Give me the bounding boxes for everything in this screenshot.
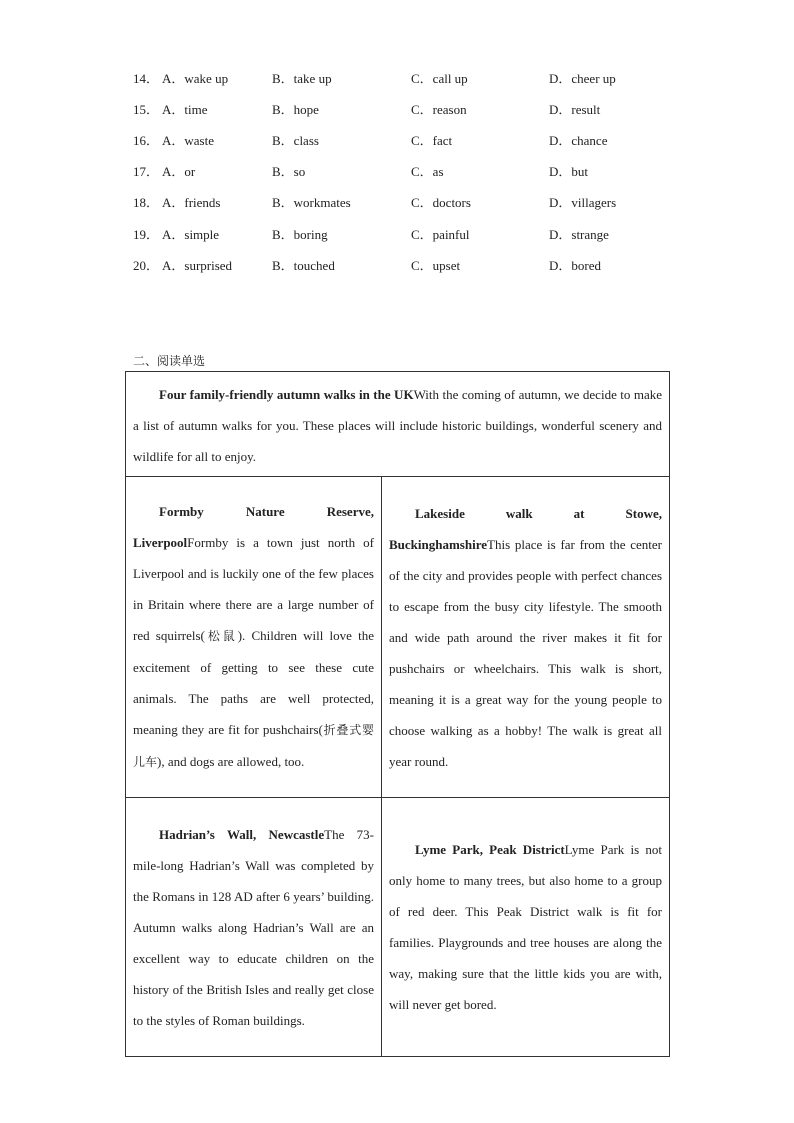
question-14 bbox=[133, 68, 653, 88]
question-18 bbox=[133, 192, 653, 212]
option-d: D．but bbox=[549, 164, 589, 179]
place-name: Hadrian’s Wall, Newcastle bbox=[159, 826, 325, 842]
section-heading: 二、阅读单选 bbox=[133, 354, 206, 368]
passage-title: Four family-friendly autumn walks in the UK bbox=[159, 387, 414, 402]
option-c: C．call up bbox=[411, 71, 468, 86]
option-d: D．strange bbox=[549, 227, 609, 242]
place-text: This place is far from the center of the city and provides people with perfect chances to escape from the busy city lifestyle. The smooth and wide path around the river makes it fit for pushchairs or wheelchairs. This walk is short, meaning it is a great way for the young people to choose walking as a hobby! The walk is great all year round. bbox=[389, 536, 663, 769]
option-b: B．hope bbox=[272, 102, 319, 117]
option-b: B．so bbox=[272, 164, 306, 179]
question-number: 18． bbox=[133, 195, 160, 210]
question-number: 17． bbox=[133, 164, 160, 179]
option-a: A．simple bbox=[162, 227, 220, 242]
option-c: C．reason bbox=[411, 102, 467, 117]
place-lyme-park bbox=[382, 798, 670, 1057]
option-a: A．waste bbox=[162, 133, 214, 148]
question-16 bbox=[133, 130, 653, 150]
question-17 bbox=[133, 161, 653, 181]
question-number: 16． bbox=[133, 133, 160, 148]
option-c: C．doctors bbox=[411, 195, 471, 210]
question-15 bbox=[133, 99, 653, 119]
option-a: A．or bbox=[162, 164, 196, 179]
reading-passage-table bbox=[125, 371, 670, 1057]
option-d: D．cheer up bbox=[549, 71, 616, 86]
option-d: D．bored bbox=[549, 258, 601, 273]
passage-intro-text: With the coming of autumn, we decide to make a list of autumn walks for you. These places will include historic buildings, wonderful scenery and wildlife for all to enjoy. bbox=[133, 387, 663, 464]
option-a: A．wake up bbox=[162, 71, 229, 86]
option-a: A．surprised bbox=[162, 258, 233, 273]
question-19 bbox=[133, 224, 653, 244]
question-20 bbox=[133, 255, 653, 275]
place-text: Lyme Park is not only home to many trees, but also home to a group of red deer. This Peak District walk is fit for families. Playgrounds and tree houses are along the way, making sure that the little kids you are with, will never get bored. bbox=[389, 842, 663, 1012]
place-formby bbox=[126, 477, 382, 798]
question-number: 14． bbox=[133, 71, 160, 86]
option-b: B．class bbox=[272, 133, 319, 148]
option-b: B．touched bbox=[272, 258, 335, 273]
option-d: D．villagers bbox=[549, 195, 617, 210]
place-text: ). Children will love the excitement of getting to see these cute animals. The paths are well protected, meaning they are fit for pushchairs( bbox=[133, 628, 374, 737]
option-b: B．workmates bbox=[272, 195, 351, 210]
place-text: ), and dogs are allowed, too. bbox=[157, 754, 305, 769]
option-d: D．result bbox=[549, 102, 601, 117]
option-a: A．time bbox=[162, 102, 208, 117]
option-c: C．fact bbox=[411, 133, 453, 148]
place-hadrians-wall bbox=[126, 798, 382, 1057]
place-text: Formby is a town just north of Liverpool and is luckily one of the few places in Britain where there are a large number of red squirrels( bbox=[133, 535, 374, 643]
question-number: 19． bbox=[133, 227, 160, 242]
option-c: C．upset bbox=[411, 258, 461, 273]
chinese-note: 松鼠 bbox=[204, 629, 238, 643]
option-b: B．boring bbox=[272, 227, 328, 242]
chinese-note: 折叠式婴儿车 bbox=[133, 723, 374, 769]
option-d: D．chance bbox=[549, 133, 608, 148]
passage-intro bbox=[126, 372, 670, 477]
place-name: Formby Nature Reserve, Liverpool bbox=[133, 504, 374, 550]
option-c: C．as bbox=[411, 164, 444, 179]
question-number: 15． bbox=[133, 102, 160, 117]
option-a: A．friends bbox=[162, 195, 221, 210]
place-name: Lyme Park, Peak District bbox=[415, 842, 565, 857]
place-text: The 73-mile-long Hadrian’s Wall was completed by the Romans in 128 AD after 6 years’ building. Autumn walks along Hadrian’s Wall are an excellent way to educate children on the history of the British Isles and really get close to the styles of Roman buildings. bbox=[133, 826, 374, 1028]
question-number: 20． bbox=[133, 258, 160, 273]
place-name: Lakeside walk at Stowe, Buckinghamshire bbox=[389, 505, 663, 552]
option-b: B．take up bbox=[272, 71, 332, 86]
place-stowe bbox=[382, 477, 670, 798]
option-c: C．painful bbox=[411, 227, 470, 242]
